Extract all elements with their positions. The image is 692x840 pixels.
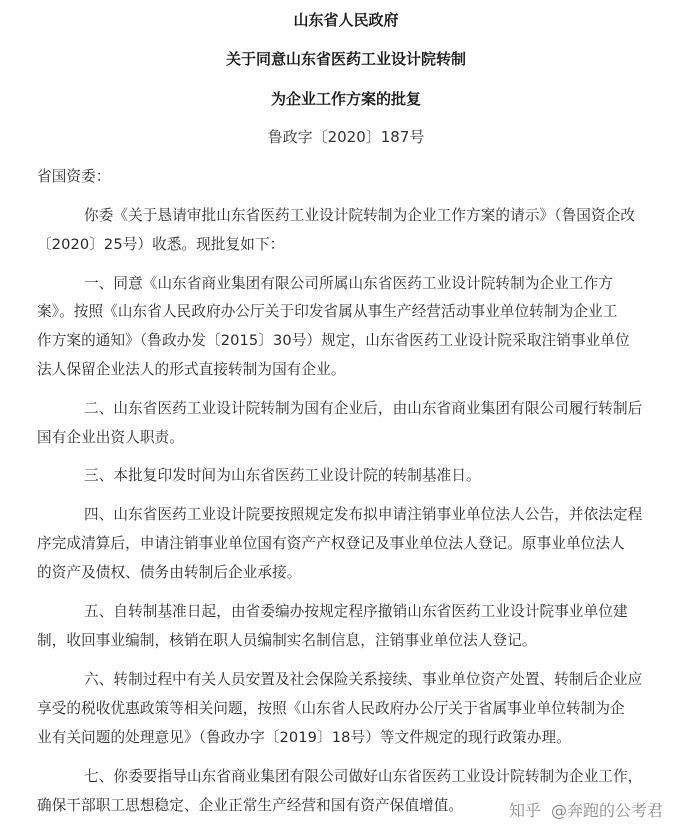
paragraph-line: 确保干部职工思想稳定、企业正常生产经营和国有资产保值增值。 bbox=[37, 797, 464, 814]
paragraph-line: 国有企业出资人职责。 bbox=[37, 429, 184, 446]
paragraph-line: 的资产及债权、债务由转制后企业承接。 bbox=[37, 564, 302, 581]
watermark-platform: 知乎 bbox=[509, 801, 542, 820]
paragraph-line: 法人保留企业法人的形式直接转制为国有企业。 bbox=[37, 361, 346, 378]
paragraph-line: 作方案的通知》（鲁政办发〔2015〕30号）规定，山东省医药工业设计院采取注销事业单位 bbox=[37, 332, 630, 349]
issuer-heading: 山东省人民政府 bbox=[293, 11, 399, 29]
document-number: 鲁政字〔2020〕187号 bbox=[267, 128, 425, 146]
paragraph-line: 案》。按照《山东省人民政府办公厅关于印发省属从事生产经营活动事业单位转制为企业工 bbox=[37, 303, 618, 320]
paragraph-line: 三、本批复印发时间为山东省医药工业设计院的转制基准日。 bbox=[84, 467, 481, 484]
paragraph-line: 七、你委要指导山东省商业集团有限公司做好山东省医药工业设计院转制为企业工作， bbox=[84, 768, 643, 785]
paragraph-line: 四、山东省医药工业设计院要按照规定发布拟申请注销事业单位法人公告，并依法定程 bbox=[84, 506, 643, 523]
paragraph-line: 〔2020〕25号）收悉。现批复如下： bbox=[37, 236, 285, 253]
paragraph-line: 五、自转制基准日起，由省委编办按规定程序撤销山东省医药工业设计院事业单位建 bbox=[84, 603, 628, 620]
paragraph-line: 业有关问题的处理意见》（鲁政办字〔2019〕18号）等文件规定的现行政策办理。 bbox=[37, 729, 571, 746]
title-line-1: 关于同意山东省医药工业设计院转制 bbox=[225, 50, 466, 68]
watermark bbox=[509, 800, 663, 822]
paragraph-line: 享受的税收优惠政策等相关问题，按照《山东省人民政府办公厅关于省属事业单位转制为企 bbox=[37, 700, 625, 717]
watermark-author: @奔跑的公考君 bbox=[551, 801, 664, 820]
title-line-2: 为企业工作方案的批复 bbox=[270, 90, 421, 108]
paragraph-line: 二、山东省医药工业设计院转制为国有企业后，由山东省商业集团有限公司履行转制后 bbox=[84, 400, 643, 417]
paragraph-line: 制，收回事业编制，核销在职人员编制实名制信息，注销事业单位法人登记。 bbox=[37, 632, 537, 649]
paragraph-line: 一、同意《山东省商业集团有限公司所属山东省医药工业设计院转制为企业工作方 bbox=[84, 275, 613, 292]
paragraph-line: 序完成清算后，申请注销事业单位国有资产产权登记及事业单位法人登记。原事业单位法人 bbox=[37, 535, 625, 552]
paragraph-line: 你委《关于恳请审批山东省医药工业设计院转制为企业工作方案的请示》（鲁国资企改 bbox=[84, 207, 636, 224]
paragraph-line: 六、转制过程中有关人员安置及社会保险关系接续、事业单位资产处置、转制后企业应 bbox=[84, 671, 643, 688]
addressee: 省国资委： bbox=[37, 168, 111, 185]
